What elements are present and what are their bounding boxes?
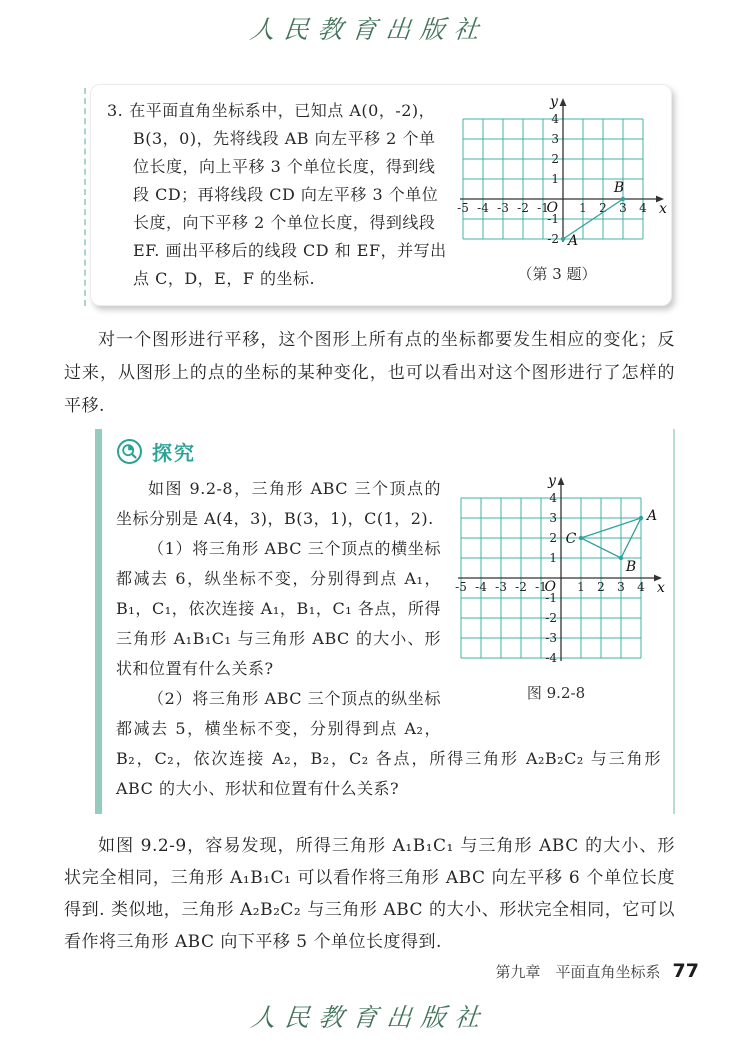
- coordinate-grid-9-2-8: [451, 476, 665, 670]
- svg-text:A: A: [567, 233, 579, 249]
- explore-item-1: （1）将三角形 ABC 三个顶点的横坐标都减去 6，纵坐标不变，分别得到点 A₁，B₁，C₁，依次连接 A₁，B₁，C₁ 各点，所得三角形 A₁B₁C₁ 与三角形 ABC 的大小、形状和位置有什么关系?: [116, 539, 441, 678]
- svg-text:-1: -1: [547, 212, 559, 226]
- svg-text:1: 1: [579, 201, 587, 215]
- svg-text:x: x: [659, 201, 667, 217]
- svg-text:3: 3: [619, 201, 627, 215]
- figure-9-2-8: [451, 476, 665, 703]
- problem-3-figure-caption: （第 3 题）: [517, 265, 597, 283]
- publisher-logo-top: 人民教育出版社: [248, 15, 490, 44]
- svg-text:-3: -3: [495, 580, 507, 594]
- svg-text:3: 3: [551, 132, 559, 146]
- svg-text:-2: -2: [515, 580, 527, 594]
- paragraph-translation: 对一个图形进行平移，这个图形上所有点的坐标都要发生相应的变化；反过来，从图形上的点的坐标的某种变化，也可以看出对这个图形进行了怎样的平移.: [64, 330, 675, 416]
- explore-intro: 如图 9.2-8，三角形 ABC 三个顶点的坐标分别是 A(4，3)，B(3，1)，C(1，2).: [116, 479, 441, 528]
- svg-text:3: 3: [549, 511, 557, 525]
- svg-text:3: 3: [617, 580, 625, 594]
- problem-3-figure: [453, 97, 667, 284]
- svg-text:2: 2: [549, 531, 557, 545]
- svg-text:O: O: [546, 200, 558, 216]
- problem-3-card: [90, 84, 672, 306]
- svg-text:2: 2: [597, 580, 605, 594]
- explore-section: [95, 429, 675, 814]
- figure-9-2-8-caption: 图 9.2-8: [526, 684, 586, 702]
- svg-text:-4: -4: [477, 201, 489, 215]
- svg-text:-1: -1: [535, 580, 547, 594]
- dashed-margin-guide: [84, 88, 86, 306]
- svg-text:y: y: [550, 97, 558, 110]
- svg-text:-5: -5: [457, 201, 469, 215]
- page-footer: [496, 960, 699, 982]
- svg-text:B: B: [613, 180, 625, 196]
- publisher-logo-bottom: 人民教育出版社: [249, 1003, 491, 1032]
- svg-text:-4: -4: [545, 651, 557, 665]
- problem-number: 3.: [107, 101, 124, 120]
- svg-text:4: 4: [637, 580, 645, 594]
- svg-text:-2: -2: [517, 201, 529, 215]
- page-number: 77: [672, 960, 699, 982]
- svg-text:A: A: [646, 508, 658, 524]
- explore-header: [116, 437, 661, 466]
- svg-text:1: 1: [577, 580, 585, 594]
- chapter-label: 第九章 平面直角坐标系: [495, 963, 661, 981]
- svg-text:1: 1: [551, 172, 559, 186]
- explore-title: 探究: [152, 441, 196, 465]
- paragraph-conclusion: 如图 9.2-9，容易发现，所得三角形 A₁B₁C₁ 与三角形 ABC 的大小、形状完全相同，三角形 A₁B₁C₁ 可以看作将三角形 ABC 向左平移 6 个单位长度得到. 类似地，三角形 A₂B₂C₂ 与三角形 ABC 的大小、形状完全相同，它可以看作将三角形 ABC 向下平移 5 个单位长度得到.: [64, 836, 675, 952]
- svg-text:x: x: [657, 580, 665, 596]
- svg-text:-2: -2: [545, 611, 557, 625]
- svg-text:4: 4: [549, 491, 557, 505]
- svg-text:y: y: [548, 476, 556, 489]
- svg-text:4: 4: [551, 112, 559, 126]
- svg-text:4: 4: [639, 201, 647, 215]
- svg-text:B: B: [625, 559, 637, 575]
- problem-3-text: [107, 97, 447, 293]
- svg-text:-2: -2: [547, 232, 559, 246]
- explore-body: [116, 474, 665, 804]
- explore-item-2: （2）将三角形 ABC 三个顶点的纵坐标都减去 5，横坐标不变，分别得到点 A₂，B₂，C₂，依次连接 A₂，B₂，C₂ 各点，所得三角形 A₂B₂C₂ 与三角形 ABC 的大小、形状和位置有什么关系?: [116, 689, 661, 798]
- problem-statement: 在平面直角坐标系中，已知点 A(0，-2)，B(3，0)，先将线段 AB 向左平移 2 个单位长度，向上平移 3 个单位长度，得到线段 CD；再将线段 CD 向左平移 3 个单位长度，向下平移 2 个单位长度，得到线段 EF. 画出平移后的线段 CD 和 EF，并写出点 C，D，E，F 的坐标.: [129, 101, 447, 288]
- svg-text:-1: -1: [545, 591, 557, 605]
- svg-text:-5: -5: [455, 580, 467, 594]
- svg-text:1: 1: [549, 551, 557, 565]
- svg-text:-1: -1: [537, 201, 549, 215]
- svg-text:C: C: [565, 531, 577, 547]
- svg-text:O: O: [544, 579, 556, 595]
- coordinate-grid-problem3: [453, 97, 667, 251]
- svg-text:2: 2: [551, 152, 559, 166]
- svg-text:-3: -3: [497, 201, 509, 215]
- svg-text:-3: -3: [545, 631, 557, 645]
- svg-text:-4: -4: [475, 580, 487, 594]
- svg-text:2: 2: [599, 201, 607, 215]
- explore-magnifier-icon: [116, 438, 143, 465]
